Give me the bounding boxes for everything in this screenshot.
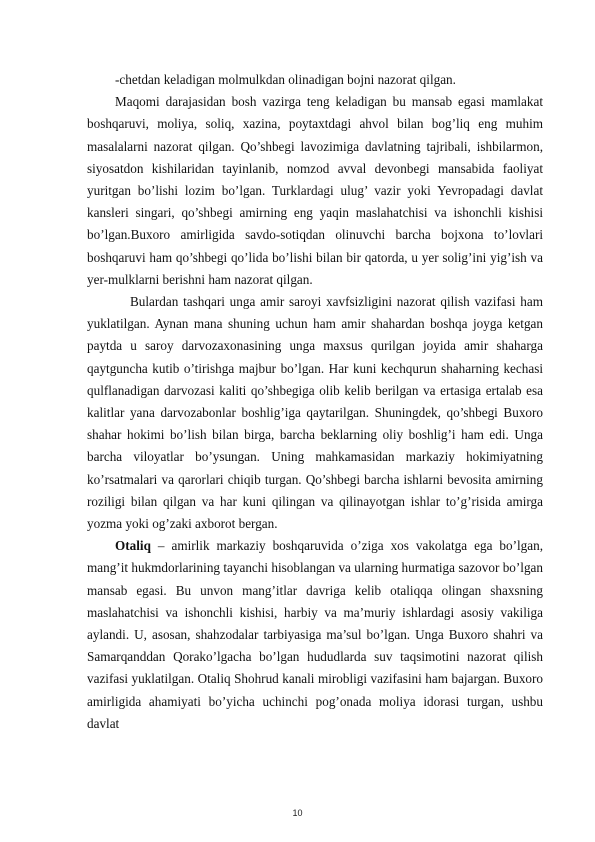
page-number: 10 [292, 808, 303, 818]
paragraph-qoshbegi [87, 91, 543, 291]
body-text [87, 69, 543, 735]
paragraph-security [87, 291, 543, 535]
paragraph-qoshbegi-text: Maqomi darajasidan bosh vazirga teng keladigan bu mansab egasi mamlakat boshqaruvi, moliya, soliq, xazina, poytaxtdagi ahvol bilan bog’liq eng muhim masalalarni nazorat qilgan. Qo’shbegi lavozimiga davlatning tajribali, ishbilarmon, siyosatdon kishilaridan tayinlanib, nomzod avval devonbegi mansabida faoliyat yuritgan bo’lishi lozim bo’lgan. Turklardagi ulug’ vazir yoki Yevropadagi davlat kansleri singari, qo’shbegi amirning eng yaqin maslahatchisi va ishonchli kishisi bo’lgan.Buxoro amirligida savdo-sotiqdan olinuvchi barcha bojxona to’lovlari boshqaruvi ham qo’shbegi qo’lida bo’lishi bilan bir qatorda, u yer solig’ini yig’ish va yer-mulklarni berishni ham nazorat qilgan. [87, 94, 543, 287]
paragraph-otaliq [87, 535, 543, 735]
paragraph-security-text: Bulardan tashqari unga amir saroyi xavfsizligini nazorat qilish vazifasi ham yuklatilgan. Aynan mana shuning uchun ham amir shahardan boshqa joyga ketgan paytda u saroy darvozaxonasining unga maxsus qurilgan joyida amir shaharga qaytguncha kutib o’tirishga majbur bo’lgan. Har kuni kechqurun shaharning kechasi qulflanadigan darvozasi kaliti qo’shbegiga olib kelib berilgan va ertasiga ertalab esa kalitlar yana darvozabonlar boshlig’iga qaytarilgan. Shuningdek, qo’shbegi Buxoro shahar hokimi bo’lish bilan birga, barcha beklarning oliy boshlig’i ham edi. Unga barcha viloyatlar bo’ysungan. Uning mahkamasidan markaziy hokimiyatning ko’rsatmalari va qarorlari chiqib turgan. Qo’shbegi barcha ishlarni bevosita amirning roziligi bilan qilgan va har kuni qilingan va qilinayotgan ishlar to’g’risida amirga yozma yoki og’zaki axborot bergan. [87, 294, 543, 532]
paragraph-continuation: -chetdan keladigan molmulkdan olinadigan bojni nazorat qilgan. [115, 72, 456, 87]
term-otaliq: Otaliq [115, 538, 151, 554]
paragraph-otaliq-text: – amirlik markaziy boshqaruvida o’ziga xos vakolatga ega bo’lgan, mang’it hukmdorlarining tayanchi hisoblangan va ularning hurmatiga sazovor bo’lgan mansab egasi. Bu unvon mang’itlar davriga kelib otaliqqa olingan shaxsning maslahatchisi va ishonchli kishisi, harbiy va ma’muriy ishlardagi asosiy vakiliga aylandi. U, asosan, shahzodalar tarbiyasiga ma’sul bo’lgan. Unga Buxoro shahri va Samarqanddan Qorako’lgacha bo’lgan hududlarda suv taqsimotini nazorat qilish vazifasi yuklatilgan. Otaliq Shohrud kanali mirobligi vazifasini ham bajargan. Buxoro amirligida ahamiyati bo’yicha uchinchi pog’onada moliya idorasi turgan, ushbu davlat [87, 538, 543, 731]
